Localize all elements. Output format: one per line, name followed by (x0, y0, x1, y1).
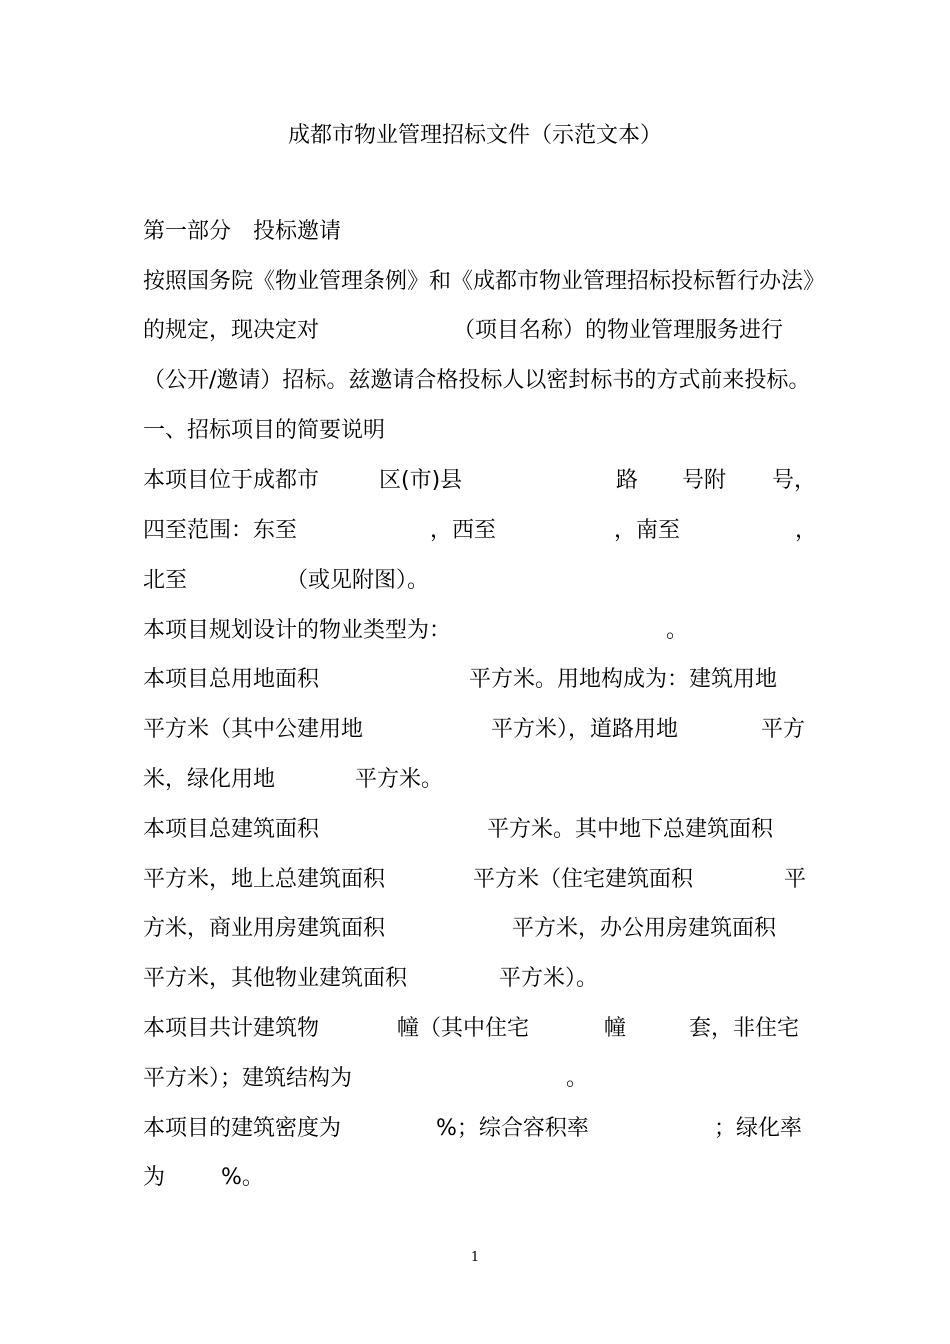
land-area-text-e: 平方 (761, 717, 806, 742)
intro-text-2b: （项目名称）的物业管理服务进行 (453, 318, 784, 343)
building-area-text-b: 平方米。其中地下总建筑面积 (487, 817, 774, 842)
location-text-a: 本项目位于成都市 (143, 468, 320, 493)
intro-line-1 (143, 264, 826, 300)
intro-text-1: 按照国务院《物业管理条例》和《成都市物业管理招标投标暂行办法》 (143, 269, 826, 294)
part-heading-text: 第一部分 投标邀请 (143, 219, 342, 244)
buildings-line-2 (143, 1061, 807, 1097)
bounds-line-2 (143, 563, 807, 599)
building-area-line-1 (143, 812, 807, 848)
buildings-line-1 (143, 1011, 807, 1047)
density-text-c: ；绿化率 (714, 1116, 803, 1141)
building-area-line-2 (143, 862, 807, 898)
bounds-text-f: （或见附图）。 (286, 568, 430, 593)
bounds-text-a: 四至范围：东至 (143, 518, 298, 543)
section-heading (143, 413, 807, 449)
building-area-text-d: 平方米（住宅建筑面积 (473, 867, 694, 892)
intro-text-3: （公开/邀请）招标。兹邀请合格投标人以密封标书的方式前来投标。 (143, 368, 811, 393)
location-text-c: 路 (616, 468, 639, 493)
part-heading (143, 214, 807, 250)
land-area-line-2 (143, 712, 807, 748)
property-type-text-a: 本项目规划设计的物业类型为： (143, 618, 452, 643)
building-area-text-h: 平方米，其他物业建筑面积 (143, 966, 408, 991)
land-area-text-b: 平方米。用地构成为：建筑用地 (469, 667, 778, 692)
page-number: 1 (470, 1250, 480, 1265)
building-area-line-4 (143, 961, 807, 997)
bounds-text-c: ，南至 (614, 518, 681, 543)
intro-line-3 (143, 363, 811, 399)
section-heading-text: 一、招标项目的简要说明 (143, 418, 386, 443)
density-text-a: 本项目的建筑密度为 (143, 1116, 342, 1141)
buildings-text-d: 套，非住宅 (689, 1016, 800, 1041)
building-area-text-f: 方米，商业用房建筑面积 (143, 916, 386, 941)
bounds-text-e: 北至 (143, 568, 188, 593)
document-title: 成都市物业管理招标文件（示范文本） (287, 123, 662, 148)
density-text-b: %；综合容积率 (436, 1116, 589, 1141)
density-line-1 (143, 1111, 807, 1147)
density-text-d: 为 (143, 1165, 166, 1190)
intro-line-2 (143, 313, 807, 349)
land-area-line-3 (143, 762, 807, 798)
location-text-b: 区(市)县 (379, 468, 463, 493)
building-area-text-e: 平 (784, 867, 807, 892)
location-text-e: 号， (772, 468, 817, 493)
intro-text-2a: 的规定，现决定对 (143, 318, 320, 343)
buildings-text-e: 平方米）；建筑结构为 (143, 1066, 353, 1091)
buildings-text-c: 幢 (604, 1016, 627, 1041)
building-area-text-g: 平方米，办公用房建筑面积 (512, 916, 777, 941)
bounds-line-1 (143, 513, 818, 549)
bounds-text-d: ， (795, 518, 818, 543)
density-text-e: %。 (221, 1165, 264, 1190)
buildings-text-a: 本项目共计建筑物 (143, 1016, 320, 1041)
location-line (143, 463, 817, 499)
land-area-text-a: 本项目总用地面积 (143, 667, 320, 692)
land-area-text-g: 平方米。 (355, 767, 444, 792)
density-line-2 (143, 1160, 807, 1196)
land-area-text-f: 米，绿化用地 (143, 767, 276, 792)
buildings-text-b: 幢（其中住宅 (397, 1016, 530, 1041)
land-area-text-d: 平方米），道路用地 (491, 717, 679, 742)
buildings-text-f: 。 (566, 1066, 589, 1091)
land-area-line-1 (143, 662, 807, 698)
property-type-text-b: 。 (666, 618, 689, 643)
bounds-text-b: ，西至 (430, 518, 497, 543)
property-type-line (143, 613, 807, 649)
location-text-d: 号附 (682, 468, 727, 493)
building-area-text-c: 平方米，地上总建筑面积 (143, 867, 386, 892)
building-area-line-3 (143, 911, 807, 947)
land-area-text-c: 平方米（其中公建用地 (143, 717, 364, 742)
building-area-text-a: 本项目总建筑面积 (143, 817, 320, 842)
building-area-text-i: 平方米）。 (499, 966, 599, 991)
